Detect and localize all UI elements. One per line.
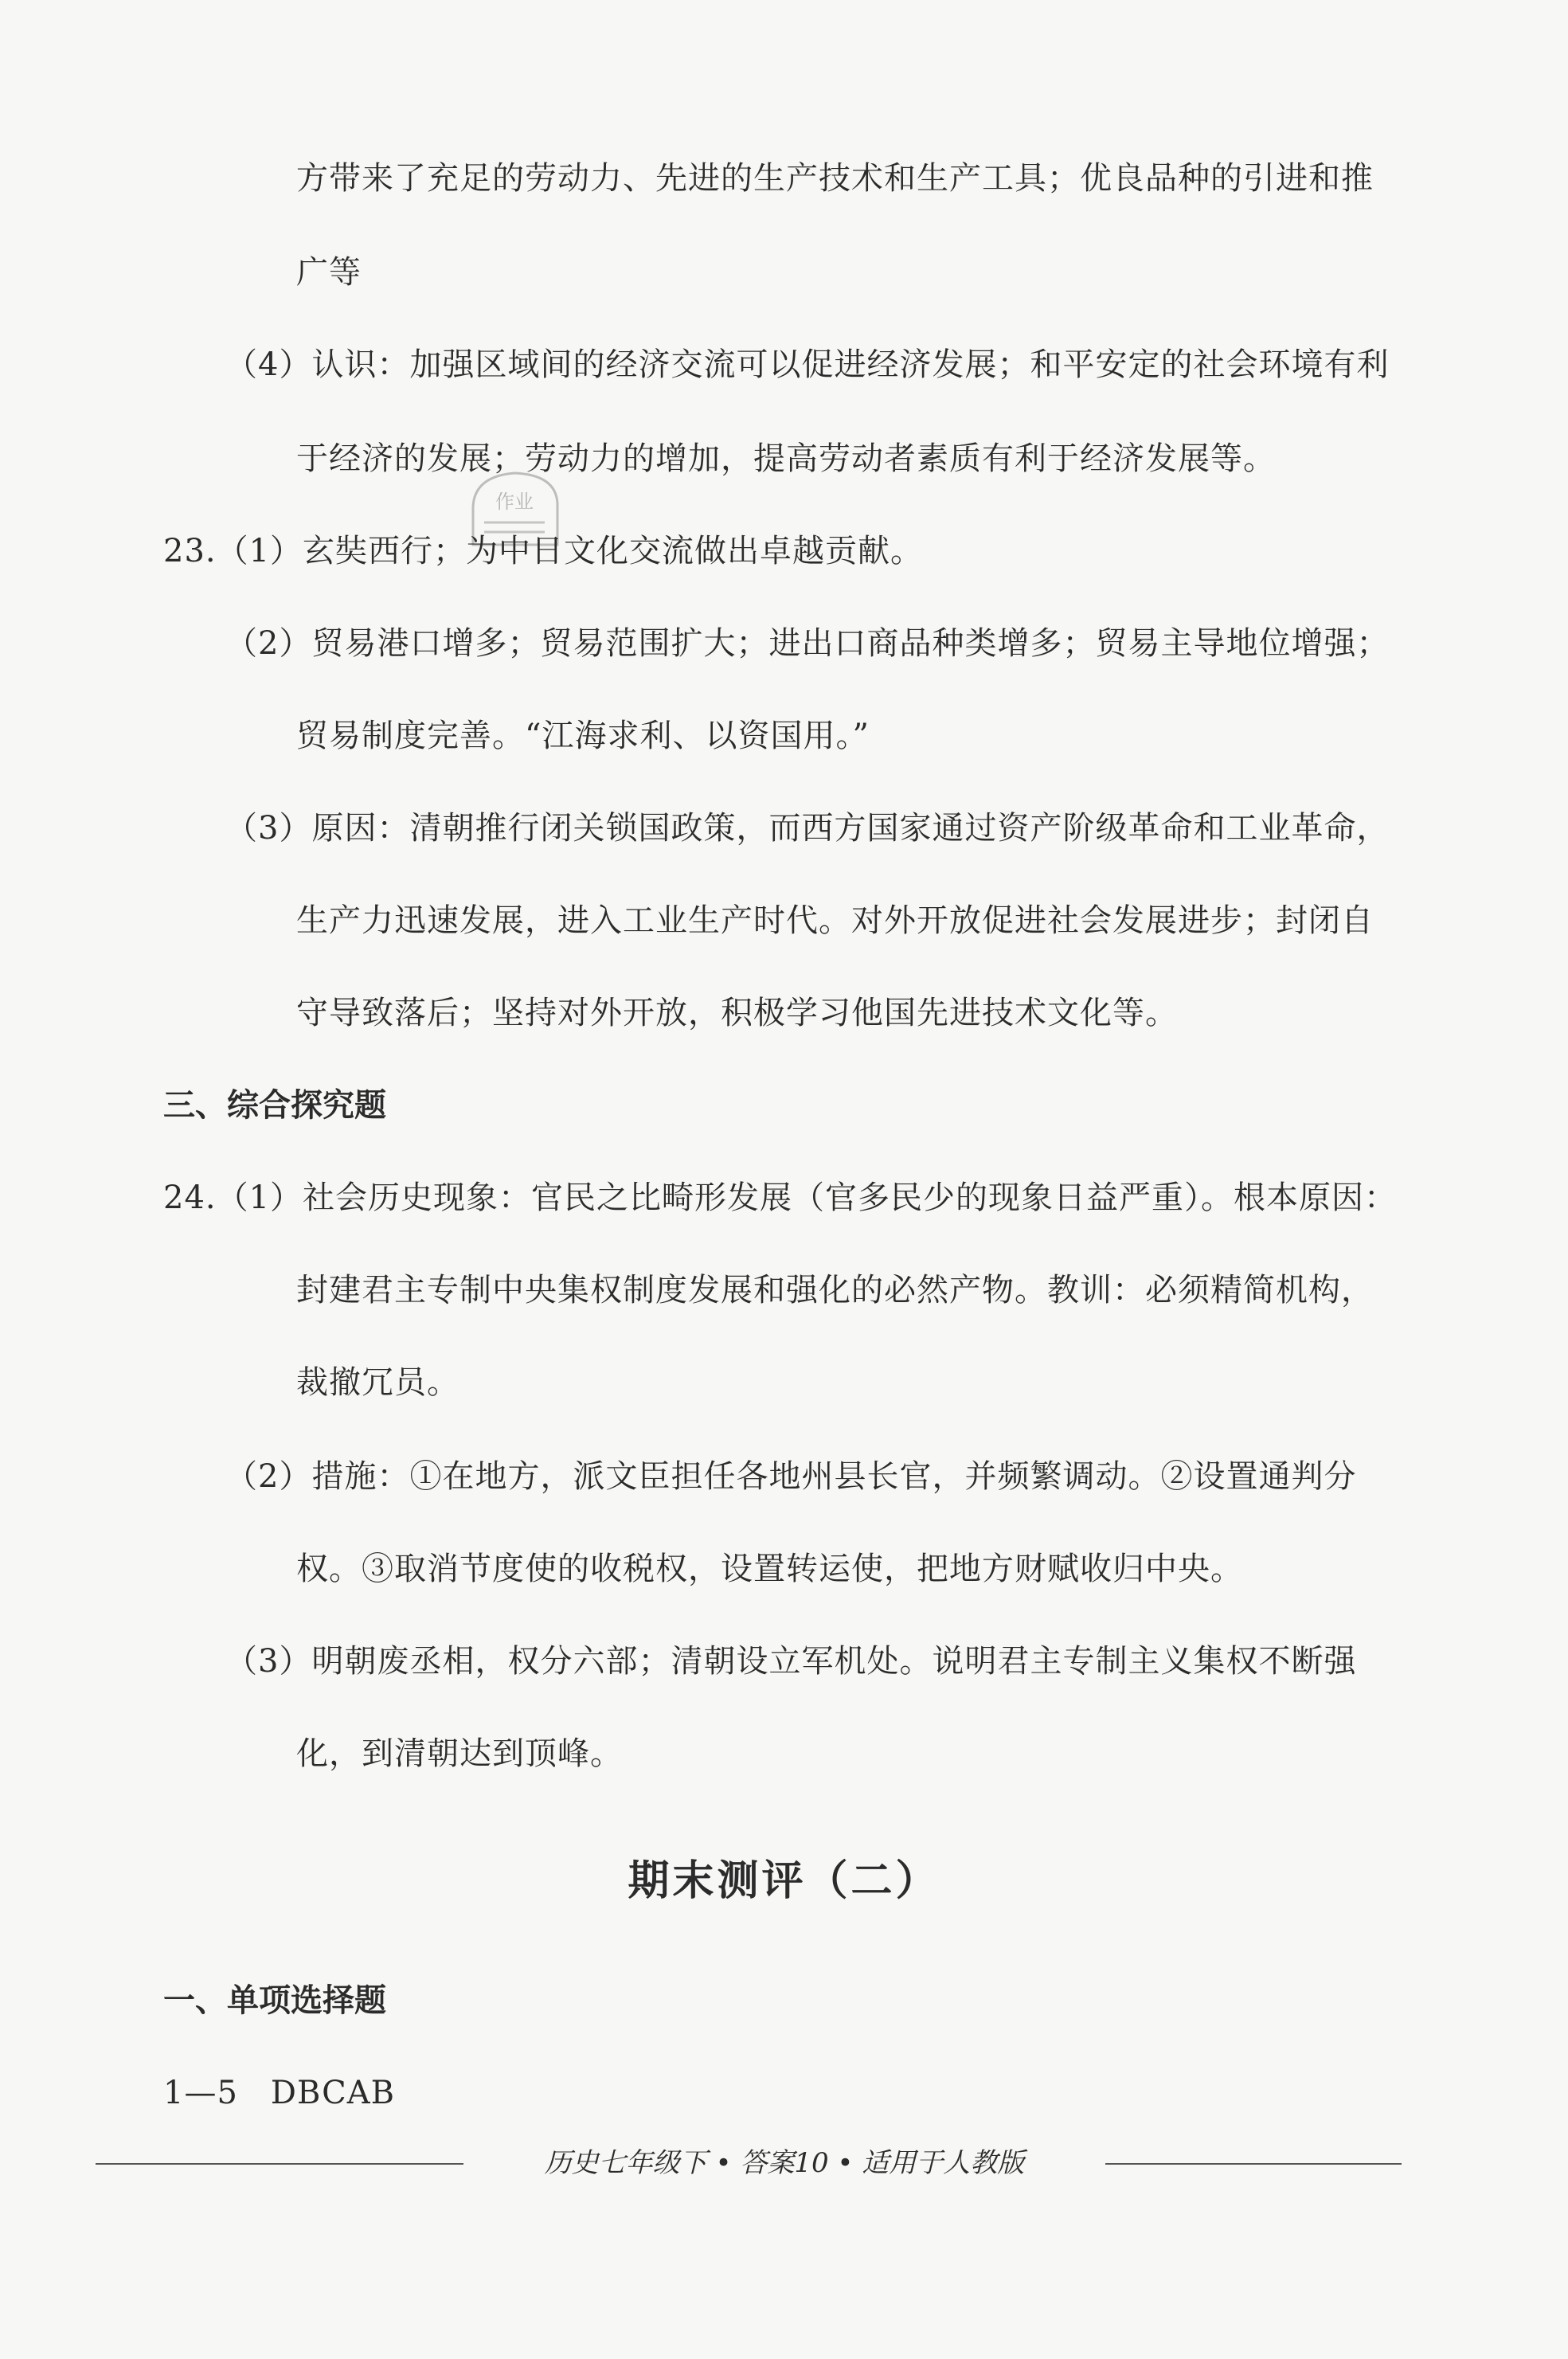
page-footer: 历史七年级下 • 答案10 • 适用于人教版 xyxy=(544,2147,1025,2179)
footer-rule-left xyxy=(96,2163,463,2165)
section1-heading: 一、单项选择题 xyxy=(163,1982,386,2019)
q23-part3-line2: 生产力迅速发展，进入工业生产时代。对外开放促进社会发展进步；封闭自 xyxy=(296,902,1374,939)
q23-part3-line1: （3）原因：清朝推行闭关锁国政策，而西方国家通过资产阶级革命和工业革命， xyxy=(225,810,1390,847)
footer-rule-right xyxy=(1105,2163,1402,2165)
q24-part1-line2: 封建君主专制中央集权制度发展和强化的必然产物。教训：必须精简机构， xyxy=(296,1272,1374,1309)
q23-part2-line2: 贸易制度完善。“江海求利、以资国用。” xyxy=(296,718,870,754)
q23-part1: 23.（1）玄奘西行；为中日文化交流做出卓越贡献。 xyxy=(163,533,924,569)
q24-part3-line1: （3）明朝废丞相，权分六部；清朝设立军机处。说明君主专制主义集权不断强 xyxy=(225,1643,1357,1680)
q24-part2-line2: 权。③取消节度使的收税权，设置转运使，把地方财赋收归中央。 xyxy=(296,1551,1243,1587)
q23-part3-line3: 守导致落后；坚持对外开放，积极学习他国先进技术文化等。 xyxy=(296,995,1178,1031)
exam-title: 期末测评（二） xyxy=(628,1857,940,1905)
q24-part2-line1: （2）措施：①在地方，派文臣担任各地州县长官，并频繁调动。②设置通判分 xyxy=(225,1458,1357,1495)
q24-part1-line3: 裁撤冗员。 xyxy=(296,1364,459,1401)
stamp-label: 作业 xyxy=(495,491,534,513)
text-line-4: 于经济的发展；劳动力的增加，提高劳动者素质有利于经济发展等。 xyxy=(296,440,1276,477)
section3-heading: 三、综合探究题 xyxy=(163,1087,386,1124)
text-line-2: 广等 xyxy=(296,254,362,291)
q23-part2-line1: （2）贸易港口增多；贸易范围扩大；进出口商品种类增多；贸易主导地位增强； xyxy=(225,625,1390,662)
answers-1-5: 1—5 DBCAB xyxy=(163,2075,395,2111)
q24-part3-line2: 化，到清朝达到顶峰。 xyxy=(296,1735,623,1772)
text-line-1: 方带来了充足的劳动力、先进的生产技术和生产工具；优良品种的引进和推 xyxy=(296,160,1374,197)
text-line-3: （4）认识：加强区域间的经济交流可以促进经济发展；和平安定的社会环境有利 xyxy=(225,346,1390,383)
q24-part1-line1: 24.（1）社会历史现象：官民之比畸形发展（官多民少的现象日益严重）。根本原因： xyxy=(163,1180,1398,1216)
